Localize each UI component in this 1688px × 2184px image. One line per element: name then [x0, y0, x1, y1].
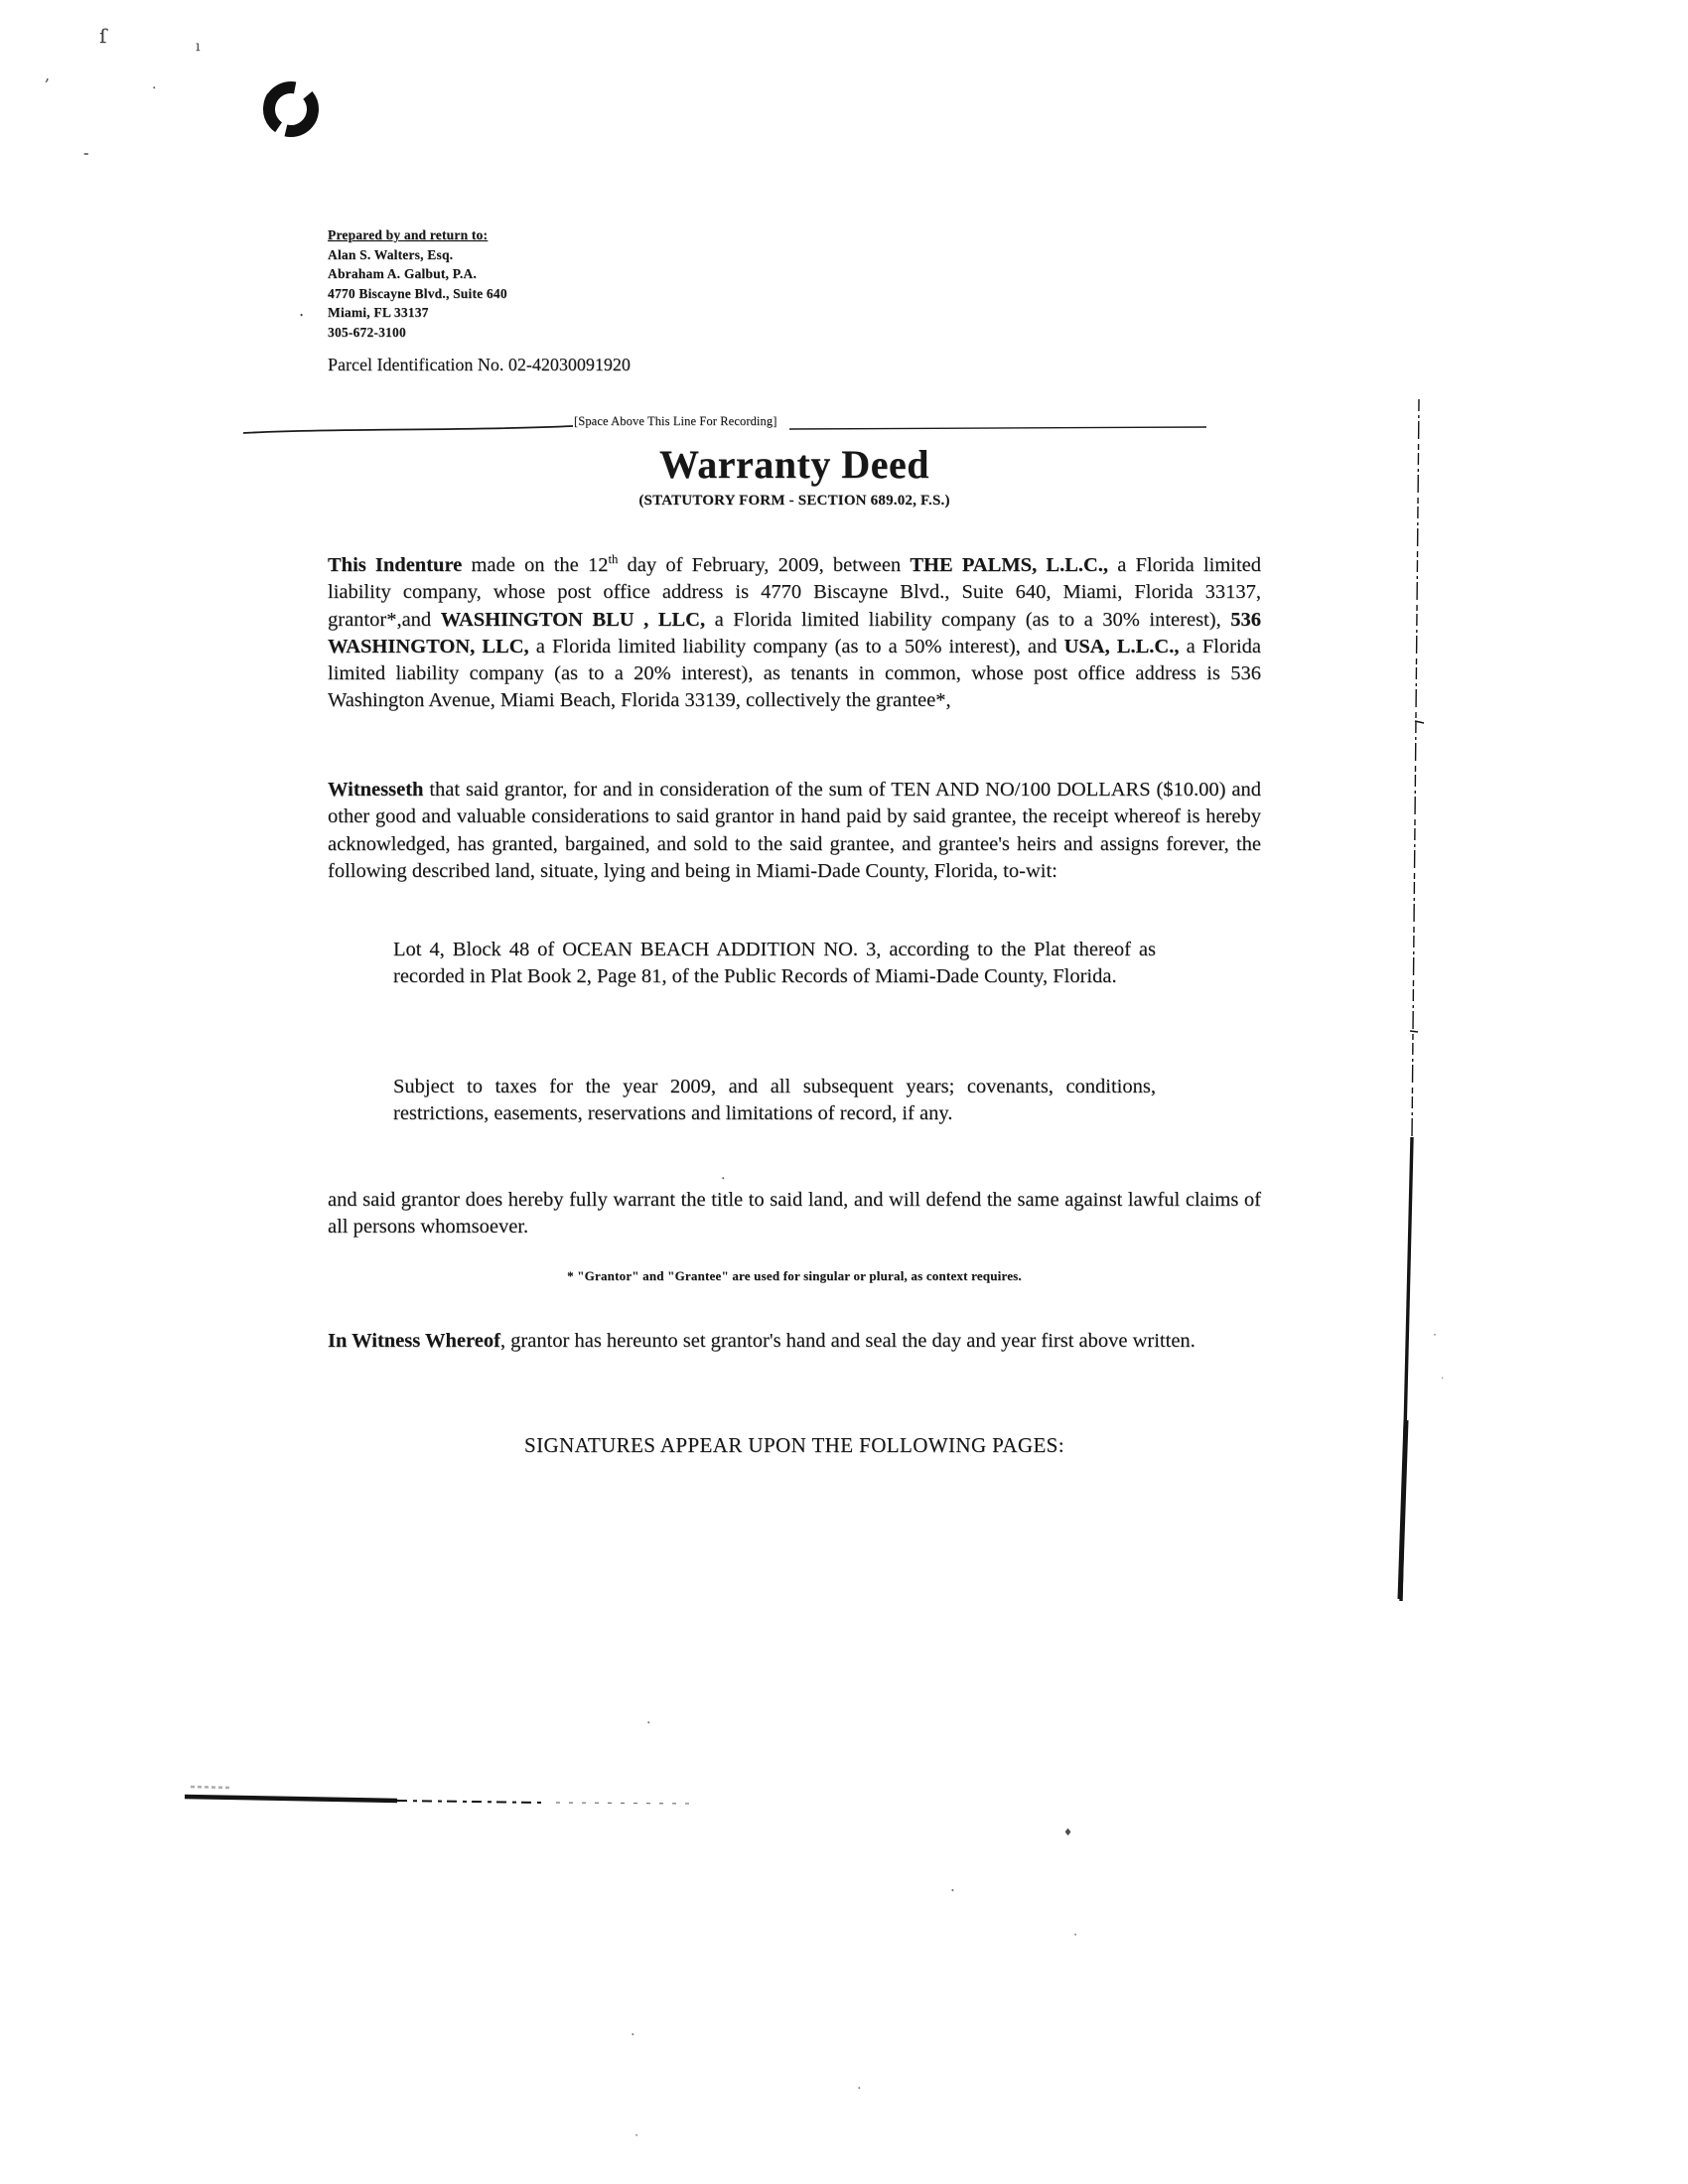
scan-speck: ſ [99, 24, 107, 48]
text-run: a Florida limited liability company, whose post office address is 4770 Biscayne Blvd., Suite 640, Miami, Florida 33137, grantor*,and [328, 554, 1261, 631]
prepared-by-line: Abraham A. Galbut, P.A. [328, 266, 478, 281]
scan-speck: · [857, 2081, 862, 2097]
paragraph-legal-description: Lot 4, Block 48 of OCEAN BEACH ADDITION NO. 3, according to the Plat thereof as recorded in Plat Book 2, Page 81, of the Public Records of Miami-Dade County, Florida. [393, 939, 1156, 988]
text-run: 536 WASHINGTON, LLC, [328, 608, 1262, 657]
grantor-grantee-footnote: * "Grantor" and "Grantee" are used for singular or plural, as context requires. [567, 1268, 1022, 1283]
text-run: Witnesseth [328, 779, 424, 801]
text-run: THE PALMS, L.L.C., [910, 554, 1109, 576]
deed-title: Warranty Deed [658, 442, 929, 487]
scan-speck: ♦ [1063, 1827, 1072, 1838]
signatures-note: SIGNATURES APPEAR UPON THE FOLLOWING PAGES: [523, 1433, 1064, 1457]
scan-speck: · [1073, 1928, 1078, 1943]
text-run: that said grantor, for and in consideration of the sum of TEN AND NO/100 DOLLARS ($10.00) and other good and valuable considerations to said grantor in hand paid by said grantee, the receipt whereof is hereby acknowledged, has granted, bargained, and sold to the said grantee, and grantee's heirs and assigns forever, the following described land, situate, lying and being in Miami-Dade County, Florida, to-wit: [328, 779, 1261, 882]
scan-speck: , [45, 66, 51, 84]
prepared-by-heading: Prepared by and return to: [328, 227, 489, 242]
parcel-id-line: Parcel Identification No. 02-42030091920 [328, 355, 631, 374]
prepared-by-line: Miami, FL 33137 [328, 305, 429, 320]
text-run: a Florida limited liability company (as to a 20% interest), as tenants in common, whose post office address is 536 Washington Avenue, Miami Beach, Florida 33139, collectively the grantee*, [328, 635, 1261, 712]
recording-note: [Space Above This Line For Recording] [574, 414, 777, 428]
text-run: WASHINGTON BLU , LLC, [440, 608, 706, 631]
scan-speck: · [950, 1881, 955, 1899]
scan-speck: · [634, 2128, 639, 2143]
text-run: th [608, 552, 619, 567]
scan-speck: · [1441, 1374, 1445, 1384]
prepared-by-line: Alan S. Walters, Esq. [328, 246, 454, 262]
prepared-by-line: 4770 Biscayne Blvd., Suite 640 [328, 285, 507, 301]
scan-speck: - [83, 143, 89, 162]
text-run: a Florida limited liability company (as to a 30% interest), [705, 608, 1231, 631]
paragraph-subject-to: Subject to taxes for the year 2009, and all subsequent years; covenants, conditions, restrictions, easements, reservations and limitations of record, if any. [393, 1076, 1156, 1125]
scan-speck: ı [196, 39, 201, 55]
deed-subtitle: (STATUTORY FORM - SECTION 689.02, F.S.) [638, 493, 950, 509]
text-run: USA, L.L.C., [1063, 635, 1180, 657]
scan-speck: . [299, 301, 305, 320]
scan-speck: · [1433, 1328, 1437, 1342]
text-run: This Indenture [328, 554, 463, 576]
text-run: a Florida limited liability company (as to a 50% interest), and [528, 635, 1064, 657]
scan-speck: · [721, 1171, 726, 1187]
text-run: , grantor has hereunto set grantor's hand and seal the day and year first above written. [499, 1330, 1196, 1352]
text-run: In Witness Whereof [328, 1330, 500, 1352]
text-run: made on the 12 [462, 554, 609, 576]
prepared-by-line: 305-672-3100 [328, 324, 406, 340]
text-run: day of February, 2009, between [618, 554, 911, 576]
paragraph-warranty: and said grantor does hereby fully warrant the title to said land, and will defend the same against lawful claims of all persons whomsoever. [328, 1189, 1261, 1238]
scan-speck: · [646, 1715, 651, 1731]
scan-speck: · [631, 2027, 635, 2043]
scan-speck: · [152, 80, 157, 96]
